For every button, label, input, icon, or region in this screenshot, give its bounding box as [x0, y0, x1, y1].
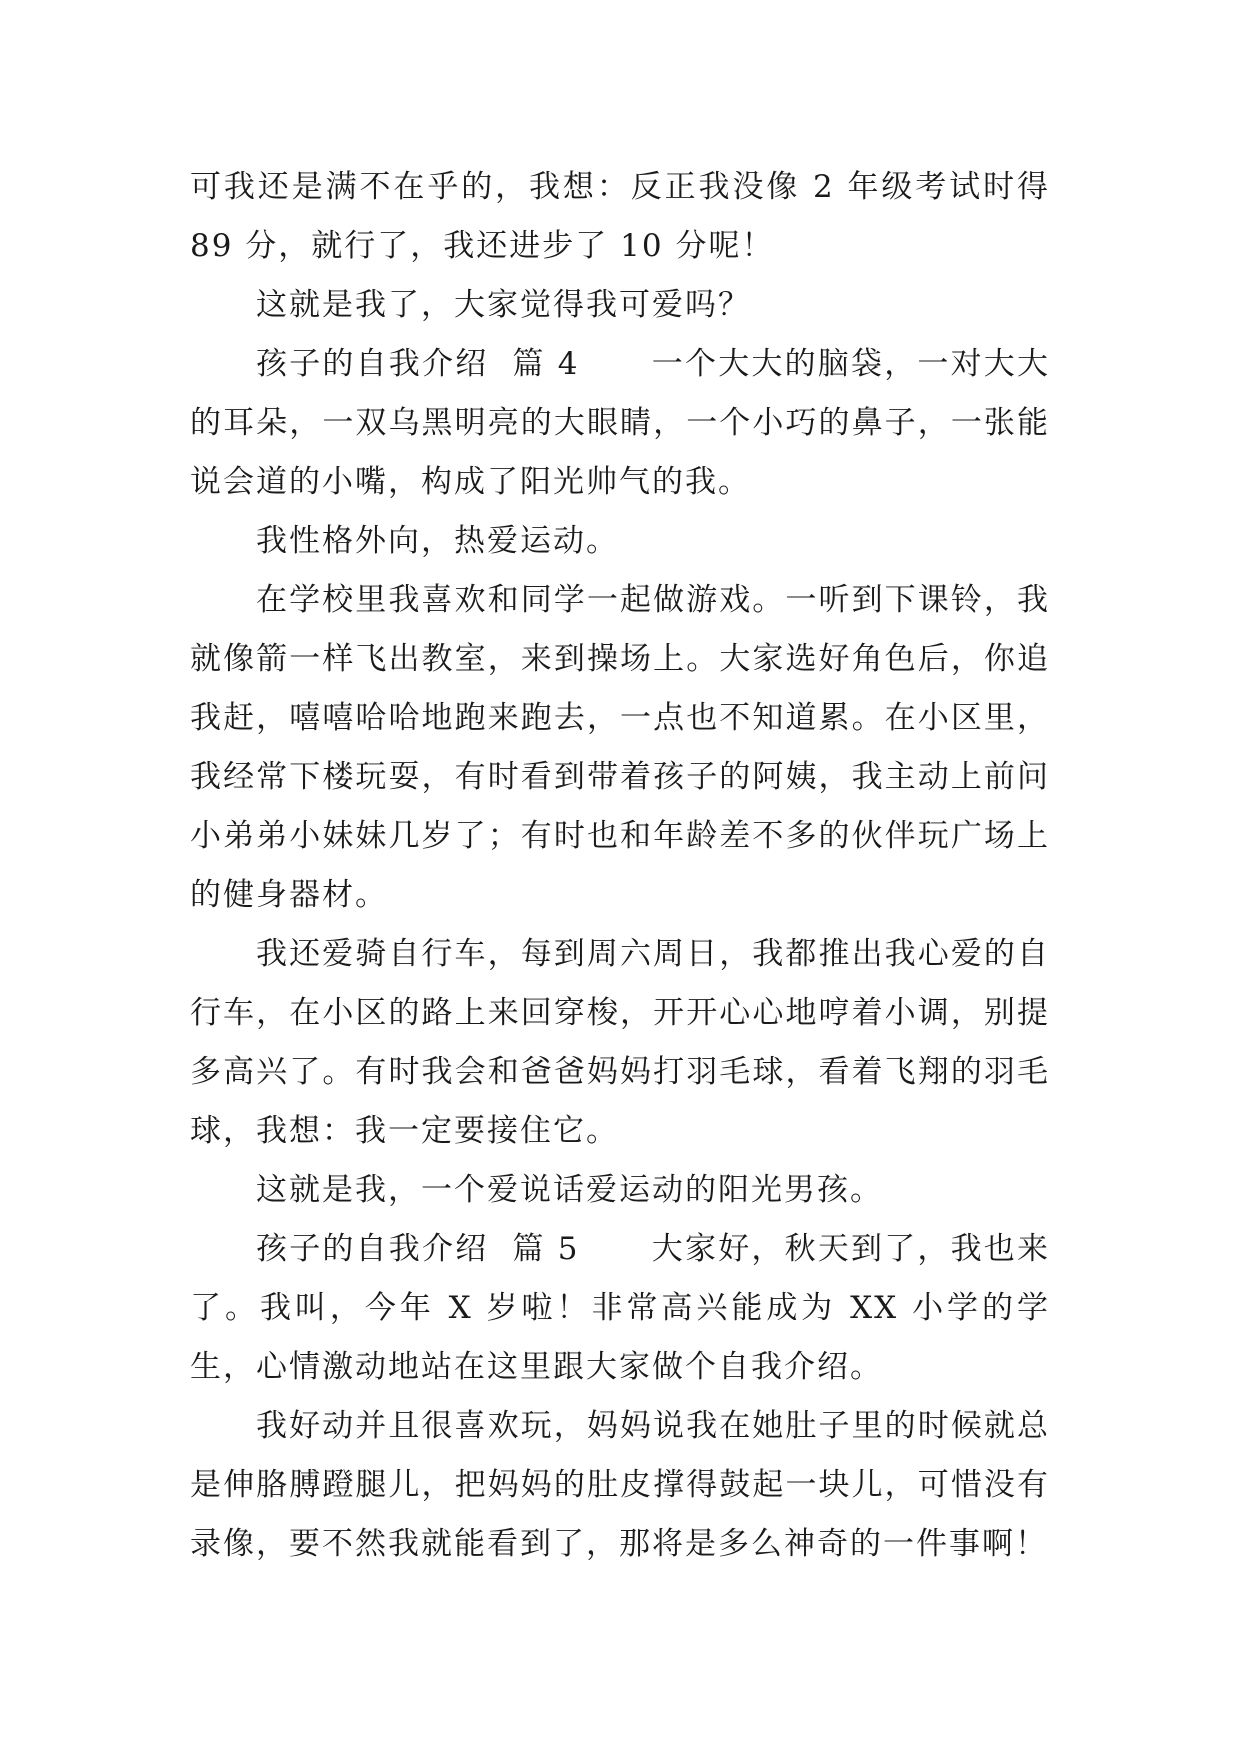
section-paragraph	[190, 1220, 1050, 1397]
section-heading: 孩子的自我介绍 篇 4	[256, 346, 652, 382]
paragraph: 可我还是满不在乎的，我想：反正我没像 2 年级考试时得 89 分，就行了，我还进步了 10 分呢！	[190, 169, 1050, 264]
paragraph: 我还爱骑自行车，每到周六周日，我都推出我心爱的自行车，在小区的路上来回穿梭，开开心心地哼着小调，别提多高兴了。有时我会和爸爸妈妈打羽毛球，看着飞翔的羽毛球，我想：我一定要接住它。	[190, 936, 1050, 1149]
paragraph: 这就是我，一个爱说话爱运动的阳光男孩。	[256, 1172, 883, 1208]
document-body	[190, 158, 1050, 1574]
paragraph: 我好动并且很喜欢玩，妈妈说我在她肚子里的时候就总是伸胳膊蹬腿儿，把妈妈的肚皮撑得鼓起一块儿，可惜没有录像，要不然我就能看到了，那将是多么神奇的一件事啊！	[190, 1408, 1050, 1562]
paragraph: 在学校里我喜欢和同学一起做游戏。一听到下课铃，我就像箭一样飞出教室，来到操场上。大家选好角色后，你追我赶，嘻嘻哈哈地跑来跑去，一点也不知道累。在小区里，我经常下楼玩耍，有时看到带着孩子的阿姨，我主动上前问小弟弟小妹妹几岁了；有时也和年龄差不多的伙伴玩广场上的健身器材。	[190, 582, 1050, 913]
paragraph: 我性格外向，热爱运动。	[256, 523, 619, 559]
section-paragraph	[190, 335, 1050, 512]
paragraph-text: 一个大大的脑袋，一对大大的耳朵，一双乌黑明亮的大眼睛，一个小巧的鼻子，一张能说会道的小嘴，构成了阳光帅气的我。	[190, 346, 1050, 500]
section-heading: 孩子的自我介绍 篇 5	[256, 1231, 652, 1267]
paragraph: 这就是我了，大家觉得我可爱吗？	[256, 287, 751, 323]
paragraph-text: 大家好，秋天到了，我也来了。我叫，今年 X 岁啦！非常高兴能成为 XX 小学的学生，心情激动地站在这里跟大家做个自我介绍。	[190, 1231, 1050, 1385]
